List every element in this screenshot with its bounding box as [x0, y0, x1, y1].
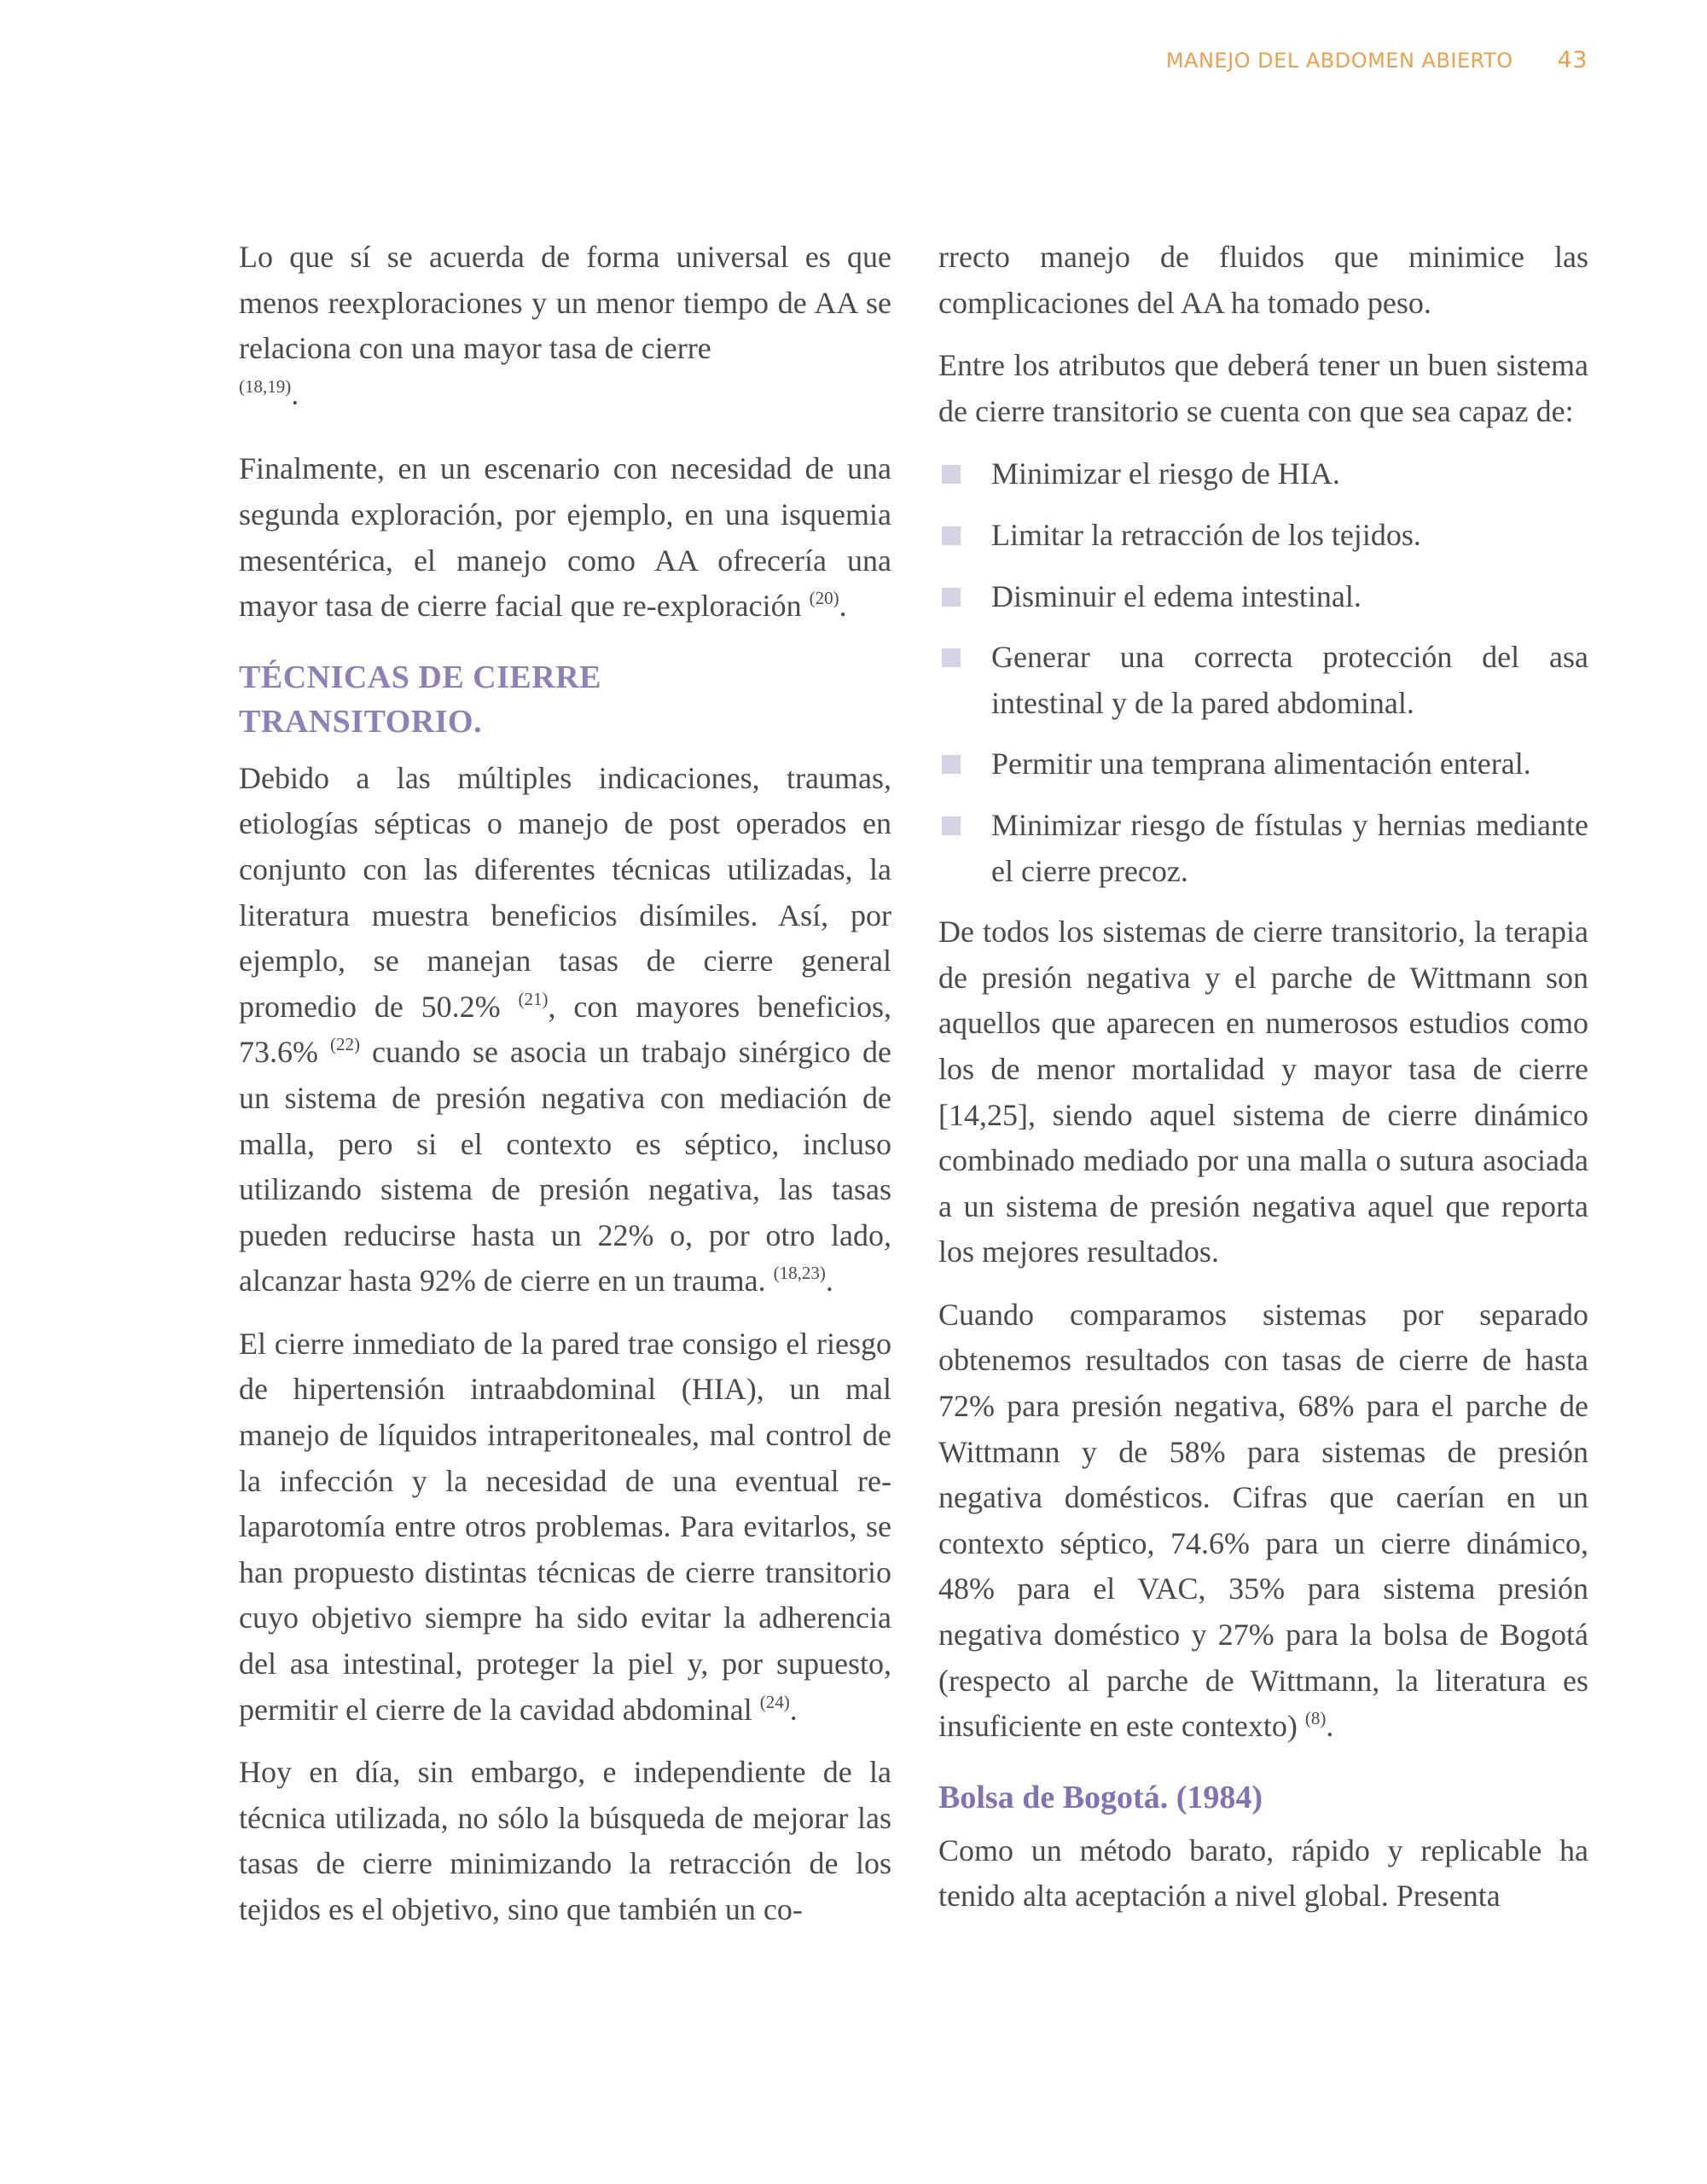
square-bullet-icon — [942, 526, 961, 545]
paragraph-text: Lo que sí se acuerda de forma universal es que menos reexploraciones y un menor tiempo de AA se relaciona con una mayor tasa de cierre — [239, 240, 891, 366]
square-bullet-icon — [942, 465, 961, 484]
paragraph-closure-rate — [239, 235, 891, 417]
attributes-list — [938, 451, 1588, 894]
paragraph-text: , con mayores beneficios, 73.6% — [239, 989, 891, 1070]
list-item-text: Permitir una temprana alimentación enteral. — [991, 746, 1531, 781]
paragraph-today: Hoy en día, sin embargo, e independiente de la técnica utilizada, no sólo la búsqueda de mejorar las tasas de cierre minimizando la retracción de los tejidos es el objetivo, sino que también un co- — [239, 1755, 891, 1926]
period: . — [825, 1263, 833, 1298]
period: . — [789, 1692, 798, 1727]
list-item-text: Disminuir el edema intestinal. — [991, 578, 1362, 613]
square-bullet-icon — [942, 755, 961, 774]
square-bullet-icon — [942, 816, 961, 835]
list-item-text: Limitar la retracción de los tejidos. — [991, 517, 1421, 552]
paragraph-second-exploration — [239, 446, 891, 629]
paragraph-attributes: Entre los atributos que deberá tener un buen sistema de cierre transitorio se cuenta con que sea capaz de: — [938, 348, 1588, 428]
paragraph-text: Finalmente, en un escenario con necesidad de una segunda exploración, por ejemplo, en una isquemia mesentérica, el manejo como AA ofrecería una mayor tasa de cierre facial que re-exploración — [239, 451, 891, 624]
square-bullet-icon — [942, 648, 961, 667]
paragraph-fluid-management: rrecto manejo de fluidos que minimice las complicaciones del AA ha tomado peso. — [938, 240, 1588, 320]
paragraph-immediate-closure — [239, 1321, 891, 1733]
list-item — [938, 635, 1588, 726]
citation: (24) — [759, 1691, 790, 1712]
list-item-text: Minimizar riesgo de fístulas y hernias mediante el cierre precoz. — [991, 807, 1588, 888]
heading-line: TÉCNICAS DE CIERRE — [239, 659, 601, 695]
paragraph-text: Cuando comparamos sistemas por separado obtenemos resultados con tasas de cierre de hasta 72% para presión negativa, 68% para el parche de Wittmann y de 58% para sistemas de presión negativa domésticos. Cifras que caerían en un contexto séptico, 74.6% para un cierre dinámico, 48% para el VAC, 35% para sistema presión negativa doméstico y 27% para la bolsa de Bogotá (respecto al parche de Wittmann, la literatura es insuficiente en este contexto) — [938, 1297, 1588, 1744]
period: . — [291, 376, 299, 411]
citation: (18,23) — [773, 1263, 826, 1284]
square-bullet-icon — [942, 588, 961, 607]
citation: (20) — [809, 588, 839, 609]
period: . — [839, 589, 847, 624]
citation: (18,19) — [239, 375, 292, 397]
heading-line: TRANSITORIO. — [239, 703, 483, 740]
paragraph-systems-overview: De todos los sistemas de cierre transitorio, la terapia de presión negativa y el parche de Wittmann son aquellos que aparecen en numerosos estudios como los de menor mortalidad y mayor tasa de cierre [14,25], siendo aquel sistema de cierre dinámico combinado mediado por una malla o sutura asociada a un sistema de presión negativa aquel que reporta los mejores resultados. — [938, 915, 1588, 1269]
list-item — [938, 513, 1588, 559]
paragraph-text: El cierre inmediato de la pared trae consigo el riesgo de hipertensión intraabdominal (HIA), un mal manejo de líquidos intraperitoneales, mal control de la infección y la necesidad de una eventual re-laparotomía entre otros problemas. Para evitarlos, se han propuesto distintas técnicas de cierre transitorio cuyo objetivo siempre ha sido evitar la adherencia del asa intestinal, proteger la piel y, por supuesto, permitir el cierre de la cavidad abdominal — [239, 1326, 891, 1727]
page-number: 43 — [1557, 47, 1588, 73]
list-item — [938, 451, 1588, 497]
list-item — [938, 574, 1588, 620]
paragraph-text: Debido a las múltiples indicaciones, traumas, etiologías sépticas o manejo de post operados en conjunto con las diferentes técnicas utilizadas, la literatura muestra beneficios disímiles. Así, por ejemplo, se manejan tasas de cierre general promedio de 50.2% — [239, 760, 891, 1024]
subheading-bolsa-bogota: Bolsa de Bogotá. (1984) — [938, 1779, 1263, 1815]
paragraph-indications — [239, 756, 891, 1304]
list-item-text: Minimizar el riesgo de HIA. — [991, 456, 1340, 491]
paragraph-text: cuando se asocia un trabajo sinérgico de un sistema de presión negativa con mediación de malla, pero si el contexto es séptico, incluso utilizando sistema de presión negativa, las tasas pueden reducirse hasta un 22% o, por otro lado, alcanzar hasta 92% de cierre en un trauma. — [239, 1035, 891, 1298]
section-heading-tecnicas — [239, 655, 891, 744]
list-item — [938, 741, 1588, 787]
list-item-text: Generar una correcta protección del asa intestinal y de la pared abdominal. — [991, 640, 1588, 720]
citation: (22) — [329, 1034, 360, 1055]
paragraph-comparison — [938, 1292, 1588, 1750]
paragraph-bolsa-bogota: Como un método barato, rápido y replicable ha tenido alta aceptación a nivel global. Presenta — [938, 1833, 1588, 1914]
running-title: MANEJO DEL ABDOMEN ABIERTO — [1165, 49, 1513, 73]
list-item — [938, 803, 1588, 894]
running-header — [1166, 47, 1588, 73]
right-column — [938, 235, 1588, 1937]
left-column — [239, 235, 891, 1950]
citation: (21) — [518, 988, 549, 1009]
citation: (8) — [1304, 1708, 1327, 1729]
period: . — [1326, 1709, 1334, 1744]
